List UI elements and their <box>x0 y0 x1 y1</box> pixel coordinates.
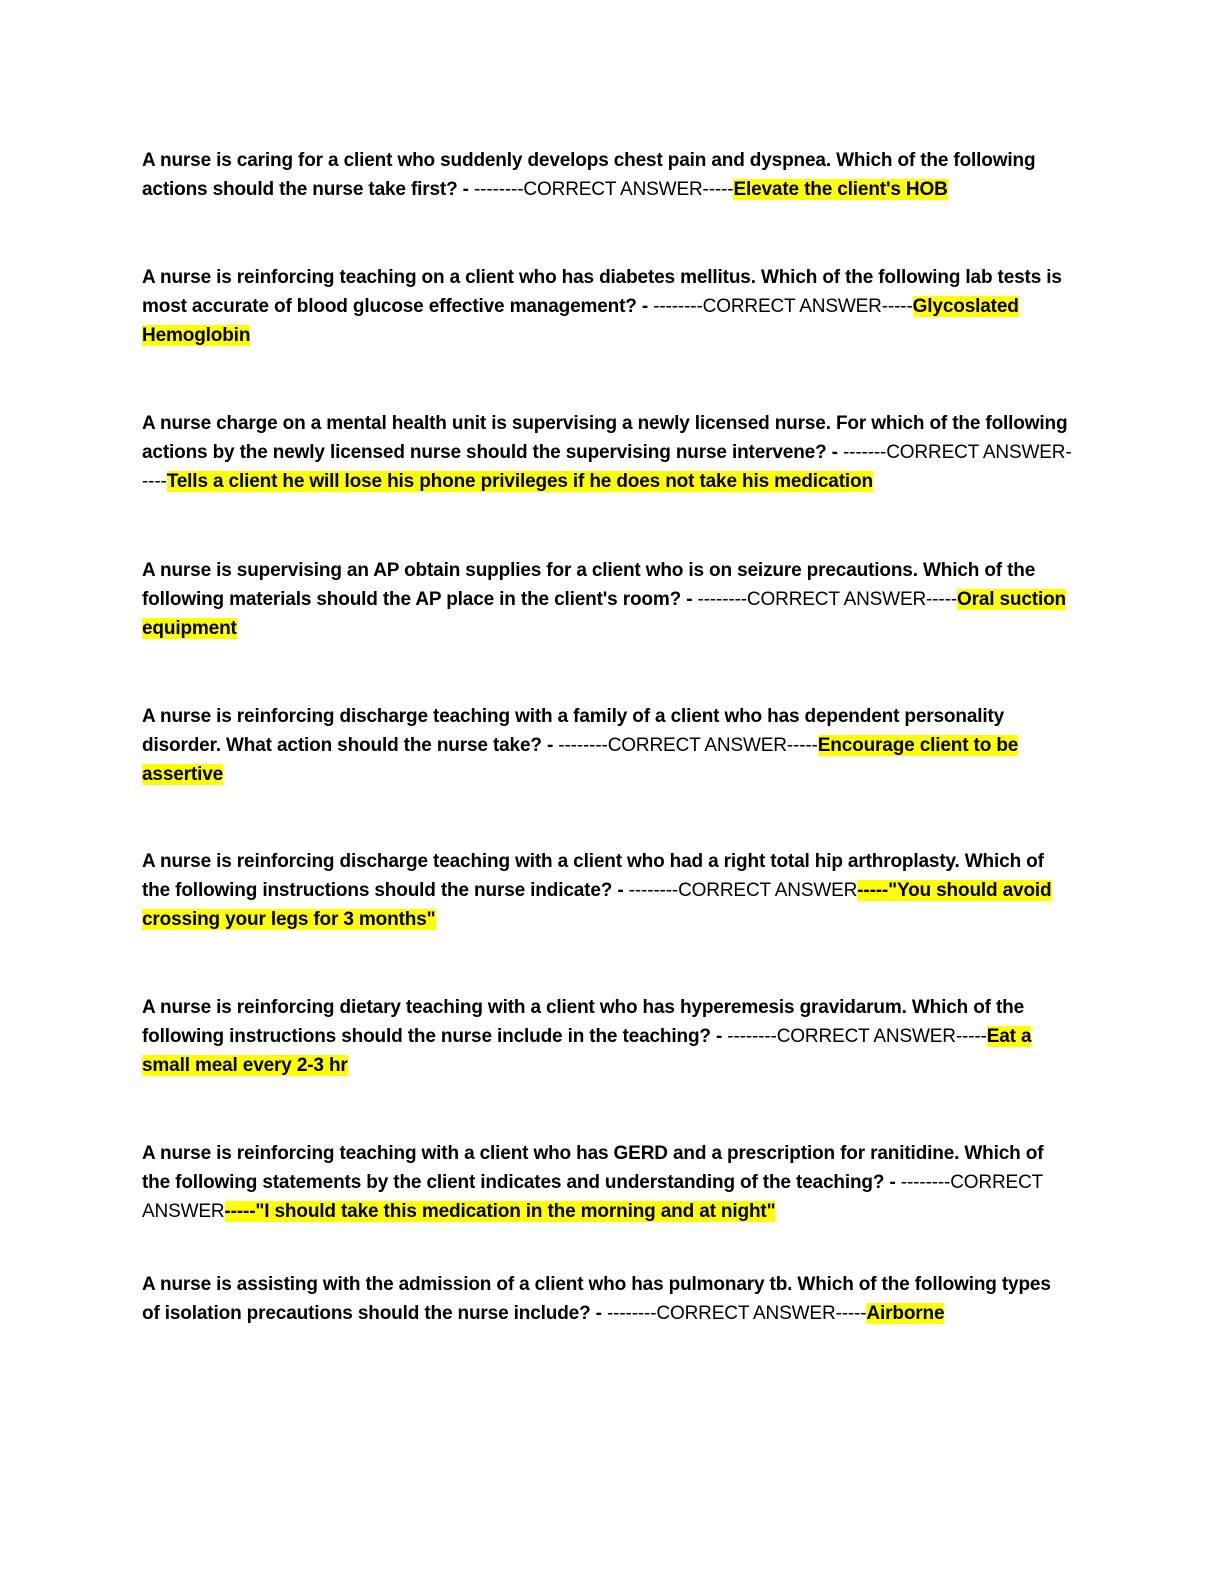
answer-separator: --------CORRECT ANSWER <box>628 880 858 901</box>
answer-separator: --------CORRECT ANSWER <box>142 1172 1043 1222</box>
correct-answer: Oral suction equipment <box>142 589 1067 639</box>
qa-item <box>142 993 1072 1080</box>
answer-separator: --------CORRECT ANSWER----- <box>606 1303 867 1324</box>
question-text: A nurse is reinforcing teaching with a client who has GERD and a prescription for ranitidine. Which of the following statements by the client indicates and understanding of the teaching? - <box>142 1143 1044 1193</box>
qa-item <box>142 847 1072 934</box>
correct-answer: Glycoslated Hemoglobin <box>142 296 1019 346</box>
question-text: A nurse is assisting with the admission of a client who has pulmonary tb. Which of the following types of isolation precautions should the nurse include? - <box>142 1274 1051 1324</box>
answer-separator: --------CORRECT ANSWER----- <box>727 1026 987 1047</box>
correct-answer: Eat a small meal every 2-3 hr <box>142 1026 1032 1076</box>
qa-item <box>142 146 1072 204</box>
question-text: A nurse is caring for a client who suddenly develops chest pain and dyspnea. Which of the following actions should the nurse take first? - <box>142 150 1036 200</box>
correct-answer: Airborne <box>866 1303 945 1324</box>
qa-item <box>142 409 1072 496</box>
answer-separator: -------CORRECT ANSWER----- <box>142 442 1072 492</box>
qa-item <box>142 702 1072 789</box>
qa-item <box>142 263 1072 350</box>
qa-item <box>142 1270 1072 1328</box>
correct-answer: Elevate the client's HOB <box>733 179 948 200</box>
answer-separator: --------CORRECT ANSWER----- <box>474 179 734 200</box>
answer-separator: --------CORRECT ANSWER----- <box>653 296 913 317</box>
correct-answer: -----"I should take this medication in the morning and at night" <box>224 1201 776 1222</box>
question-text: A nurse is supervising an AP obtain supplies for a client who is on seizure precautions. Which of the following materials should the AP place in the client's room? - <box>142 560 1036 610</box>
question-text: A nurse charge on a mental health unit is supervising a newly licensed nurse. For which of the following actions by the newly licensed nurse should the supervising nurse intervene? - <box>142 413 1068 463</box>
qa-item <box>142 556 1072 643</box>
question-text: A nurse is reinforcing discharge teaching with a client who had a right total hip arthroplasty. Which of the following instructions should the nurse indicate? - <box>142 851 1044 901</box>
correct-answer: Encourage client to be assertive <box>142 735 1019 785</box>
qa-item <box>142 1139 1072 1226</box>
correct-answer: -----"You should avoid crossing your legs for 3 months" <box>142 880 1052 930</box>
question-text: A nurse is reinforcing dietary teaching with a client who has hyperemesis gravidarum. Which of the following instructions should the nurse include in the teaching? - <box>142 997 1025 1047</box>
question-text: A nurse is reinforcing discharge teaching with a family of a client who has dependent personality disorder. What action should the nurse take? - <box>142 706 1005 756</box>
question-text: A nurse is reinforcing teaching on a client who has diabetes mellitus. Which of the following lab tests is most accurate of blood glucose effective management? - <box>142 267 1062 317</box>
answer-separator: --------CORRECT ANSWER----- <box>558 735 818 756</box>
answer-separator: --------CORRECT ANSWER----- <box>697 589 957 610</box>
correct-answer: Tells a client he will lose his phone privileges if he does not take his medication <box>166 471 873 492</box>
